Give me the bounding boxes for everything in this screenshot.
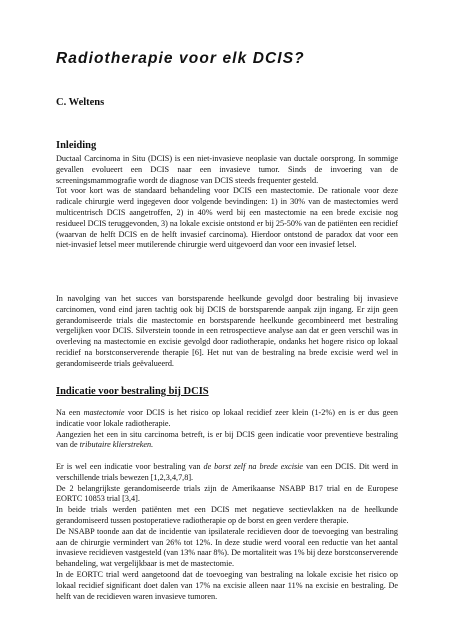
paragraph [56,462,398,484]
section-inleiding-paragraph-group [56,154,398,251]
paragraph: De NSABP toonde aan dat de incidentie van ipsilaterale recidieven door de toevoeging van bestraling aan de chirurgie vermindert van 26% tot 12%. In deze studie werd vooral een reductie van het aantal invasieve recidieven vastgesteld (van 13% naar 8%). De mortaliteit was 1% bij deze borstconserverende behandeling, wat vergelijkbaar is met de mastectomie. [56,526,398,569]
paragraph: In de EORTC trial werd aangetoond dat de toevoeging van bestraling na lokale excisie het risico op lokaal recidief significant doet dalen van 17% na excisie alleen naar 11% na excisie en bestraling. De helft van de recidieven waren invasieve tumoren. [56,569,398,601]
emphasis-text: tributaire klierstreken. [79,440,154,450]
paragraph [56,408,398,430]
section-heading-inleiding: Inleiding [56,140,97,151]
section-indicatie-paragraph-group [56,408,398,451]
text-run: Na een [56,408,84,417]
section-inleiding-paragraph [56,294,398,370]
text-run: Aangezien het een in situ carcinoma betreft, is er bij DCIS geen indicatie voor preventieve bestraling van de [56,429,398,450]
text-run: voor DCIS is het risico op lokaal recidief zeer klein (1-2%) en is er dus geen indicatie voor lokale radiotherapie. [56,408,398,428]
document-title: Radiotherapie voor elk DCIS? [56,50,305,67]
paragraph: In navolging van het succes van borstsparende heelkunde gevolgd door bestraling bij invasieve carcinomen, vond eind jaren tachtig ook bij DCIS de borstsparende aanpak zijn ingang. Er zijn geen gerandomiseerde trials die mastectomie en borstsparende heelkunde gecombineerd met bestraling vergelijken voor DCIS. Silverstein toonde in een retrospectieve analyse aan dat er geen verschil was in overleving na mastectomie en excisie gevolgd door radiotherapie, ondanks het hogere risico op lokaal recidief na borstconserverende therapie [6]. Het nut van de bestraling na brede excisie werd wel in gerandomiseerde trials geëvalueerd. [56,294,398,368]
paragraph: Tot voor kort was de standaard behandeling voor DCIS een mastectomie. De rationale voor deze radicale chirurgie werd ingegeven door volgende bevindingen: 1) in 30% van de mastectomies werd multicentrisch DCIS aangetroffen, 2) in 40% werd bij een mastectomie na een brede excisie nog residueel DCIS teruggevonden, 3) na lokale excisie ontstond er bij 25-50% van de patiënten een recidief (waarvan de helft DCIS en de helft invasief carcinoma). Hierdoor ontstond de paradox dat voor een niet-invasief letsel meer mutilerende chirurgie werd uitgevoerd dan voor een invasief letsel. [56,186,398,250]
paragraph: De 2 belangrijkste gerandomiseerde trials zijn de Amerikaanse NSABP B17 trial en de Europese EORTC 10853 trial [3,4]. [56,483,398,504]
text-run: van een DCIS. Dit werd in verschillende trials bewezen [1,2,3,4,7,8]. [56,462,398,482]
section-heading-indicatie: Indicatie voor bestraling bij DCIS [56,386,209,397]
paragraph: Ductaal Carcinoma in Situ (DCIS) is een niet-invasieve neoplasie van ductale oorsprong. In sommige gevallen evolueert een DCIS naar een invasieve tumor. Sinds de invoering van de screeningsmammografie wordt de diagnose van DCIS steeds frequenter gesteld. [56,154,398,185]
section-indicatie-paragraph-group [56,462,398,602]
paragraph: In beide trials werden patiënten met een DCIS met negatieve sectievlakken na de heelkunde gerandomiseerd tussen postoperatieve radiotherapie op de borst en geen verdere therapie. [56,505,398,525]
emphasis-text: de borst zelf na brede excisie [203,462,304,471]
emphasis-text: mastectomie [83,408,125,417]
paragraph [56,430,398,452]
text-run: Er is wel een indicatie voor bestraling van [56,462,204,471]
author-name: C. Weltens [56,97,105,108]
